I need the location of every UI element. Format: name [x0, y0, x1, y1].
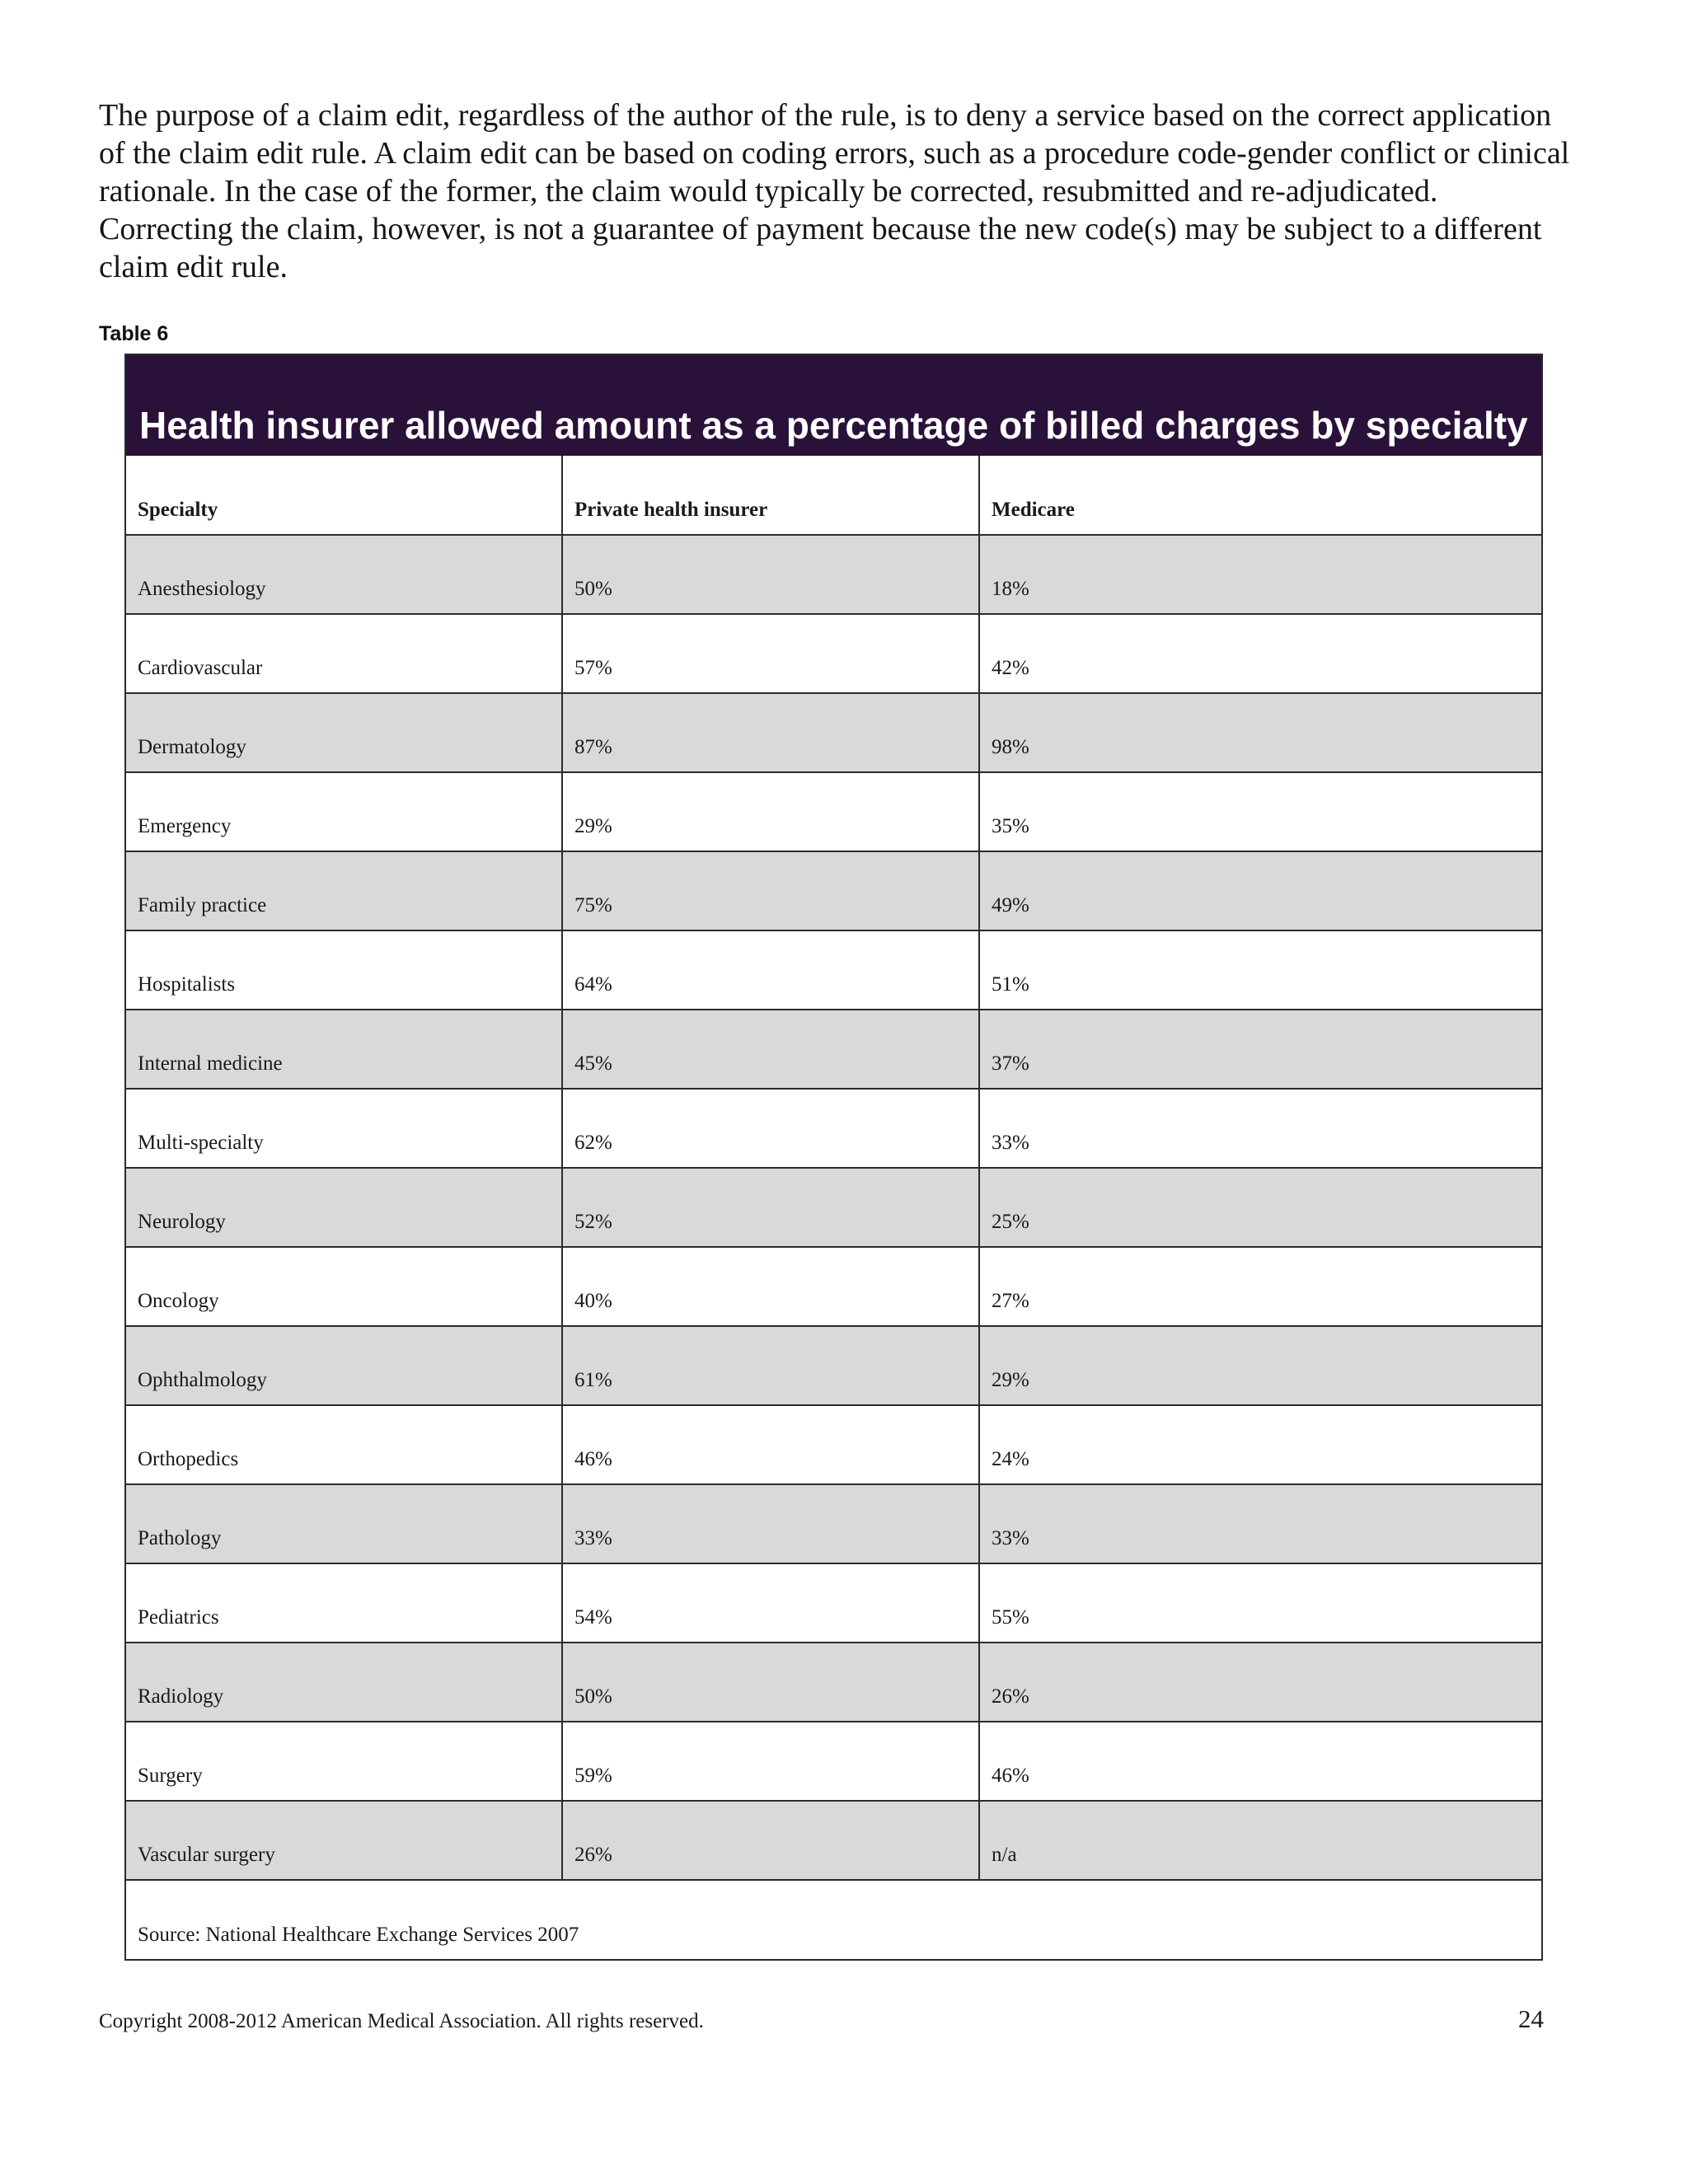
medicare-cell: 33%: [979, 1089, 1541, 1168]
table-row: [126, 851, 1541, 930]
specialty-cell: Neurology: [126, 1168, 562, 1247]
specialty-cell: Dermatology: [126, 693, 562, 772]
specialty-cell: Orthopedics: [126, 1405, 562, 1484]
table-row: [126, 930, 1541, 1010]
medicare-cell: 55%: [979, 1563, 1541, 1643]
specialty-cell: Anesthesiology: [126, 535, 562, 614]
medicare-cell: 37%: [979, 1010, 1541, 1089]
private-insurer-cell: 50%: [562, 535, 979, 614]
table-row: [126, 772, 1541, 851]
column-header-private-insurer: Private health insurer: [562, 456, 979, 535]
private-insurer-cell: 50%: [562, 1643, 979, 1722]
medicare-cell: 25%: [979, 1168, 1541, 1247]
specialty-table: [124, 354, 1543, 1961]
specialty-cell: Oncology: [126, 1247, 562, 1326]
specialty-cell: Pediatrics: [126, 1563, 562, 1643]
table-row: [126, 693, 1541, 772]
header-row: [126, 456, 1541, 535]
medicare-cell: n/a: [979, 1801, 1541, 1880]
private-insurer-cell: 54%: [562, 1563, 979, 1643]
table-row: [126, 535, 1541, 614]
table-row: [126, 1326, 1541, 1405]
source-row: [126, 1880, 1541, 1959]
specialty-cell: Pathology: [126, 1484, 562, 1563]
private-insurer-cell: 45%: [562, 1010, 979, 1089]
private-insurer-cell: 40%: [562, 1247, 979, 1326]
table-row: [126, 614, 1541, 693]
specialty-cell: Radiology: [126, 1643, 562, 1722]
table-row: [126, 1643, 1541, 1722]
copyright-notice: Copyright 2008-2012 American Medical Association. All rights reserved.: [99, 2010, 704, 2032]
table-row: [126, 1563, 1541, 1643]
specialty-cell: Hospitalists: [126, 930, 562, 1010]
table-row: [126, 1010, 1541, 1089]
specialty-cell: Cardiovascular: [126, 614, 562, 693]
private-insurer-cell: 62%: [562, 1089, 979, 1168]
intro-paragraph: The purpose of a claim edit, regardless of the author of the rule, is to deny a service based on the correct application of the claim edit rule. A claim edit can be based on coding errors, such as a procedure code-gender conflict or clinical rationale. In the case of the former, the claim would typically be corrected, resubmitted and re-adjudicated. Correcting the claim, however, is not a guarantee of payment because the new code(s) may be subject to a different claim edit rule.: [99, 98, 1570, 284]
medicare-cell: 26%: [979, 1643, 1541, 1722]
private-insurer-cell: 29%: [562, 772, 979, 851]
medicare-cell: 18%: [979, 535, 1541, 614]
medicare-cell: 35%: [979, 772, 1541, 851]
medicare-cell: 27%: [979, 1247, 1541, 1326]
table-row: [126, 1484, 1541, 1563]
table-row: [126, 1168, 1541, 1247]
column-header-specialty: Specialty: [138, 499, 218, 521]
private-insurer-cell: 52%: [562, 1168, 979, 1247]
specialty-cell: Vascular surgery: [126, 1801, 562, 1880]
private-insurer-cell: 33%: [562, 1484, 979, 1563]
table-source-note: Source: National Healthcare Exchange Services 2007: [126, 1880, 1541, 1959]
specialty-cell: Family practice: [126, 851, 562, 930]
table-row: [126, 1801, 1541, 1880]
table-title: Health insurer allowed amount as a percentage of billed charges by specialty: [126, 355, 1541, 456]
medicare-cell: 51%: [979, 930, 1541, 1010]
table-caption: Table 6: [99, 322, 169, 345]
table-row: [126, 1089, 1541, 1168]
medicare-cell: 24%: [979, 1405, 1541, 1484]
column-header-medicare: Medicare: [979, 456, 1541, 535]
private-insurer-cell: 61%: [562, 1326, 979, 1405]
specialty-cell: Multi-specialty: [126, 1089, 562, 1168]
page-number: 24: [1518, 2004, 1544, 2033]
private-insurer-cell: 64%: [562, 930, 979, 1010]
medicare-cell: 42%: [979, 614, 1541, 693]
table-row: [126, 1247, 1541, 1326]
private-insurer-cell: 57%: [562, 614, 979, 693]
specialty-cell: Surgery: [126, 1722, 562, 1801]
private-insurer-cell: 59%: [562, 1722, 979, 1801]
table-row: [126, 1722, 1541, 1801]
table-row: [126, 1405, 1541, 1484]
data-table: [126, 456, 1541, 1959]
private-insurer-cell: 87%: [562, 693, 979, 772]
private-insurer-cell: 75%: [562, 851, 979, 930]
specialty-cell: Ophthalmology: [126, 1326, 562, 1405]
private-insurer-cell: 26%: [562, 1801, 979, 1880]
medicare-cell: 29%: [979, 1326, 1541, 1405]
medicare-cell: 33%: [979, 1484, 1541, 1563]
medicare-cell: 98%: [979, 693, 1541, 772]
specialty-cell: Internal medicine: [126, 1010, 562, 1089]
private-insurer-cell: 46%: [562, 1405, 979, 1484]
specialty-cell: Emergency: [126, 772, 562, 851]
medicare-cell: 46%: [979, 1722, 1541, 1801]
medicare-cell: 49%: [979, 851, 1541, 930]
table-body: [126, 535, 1541, 1880]
